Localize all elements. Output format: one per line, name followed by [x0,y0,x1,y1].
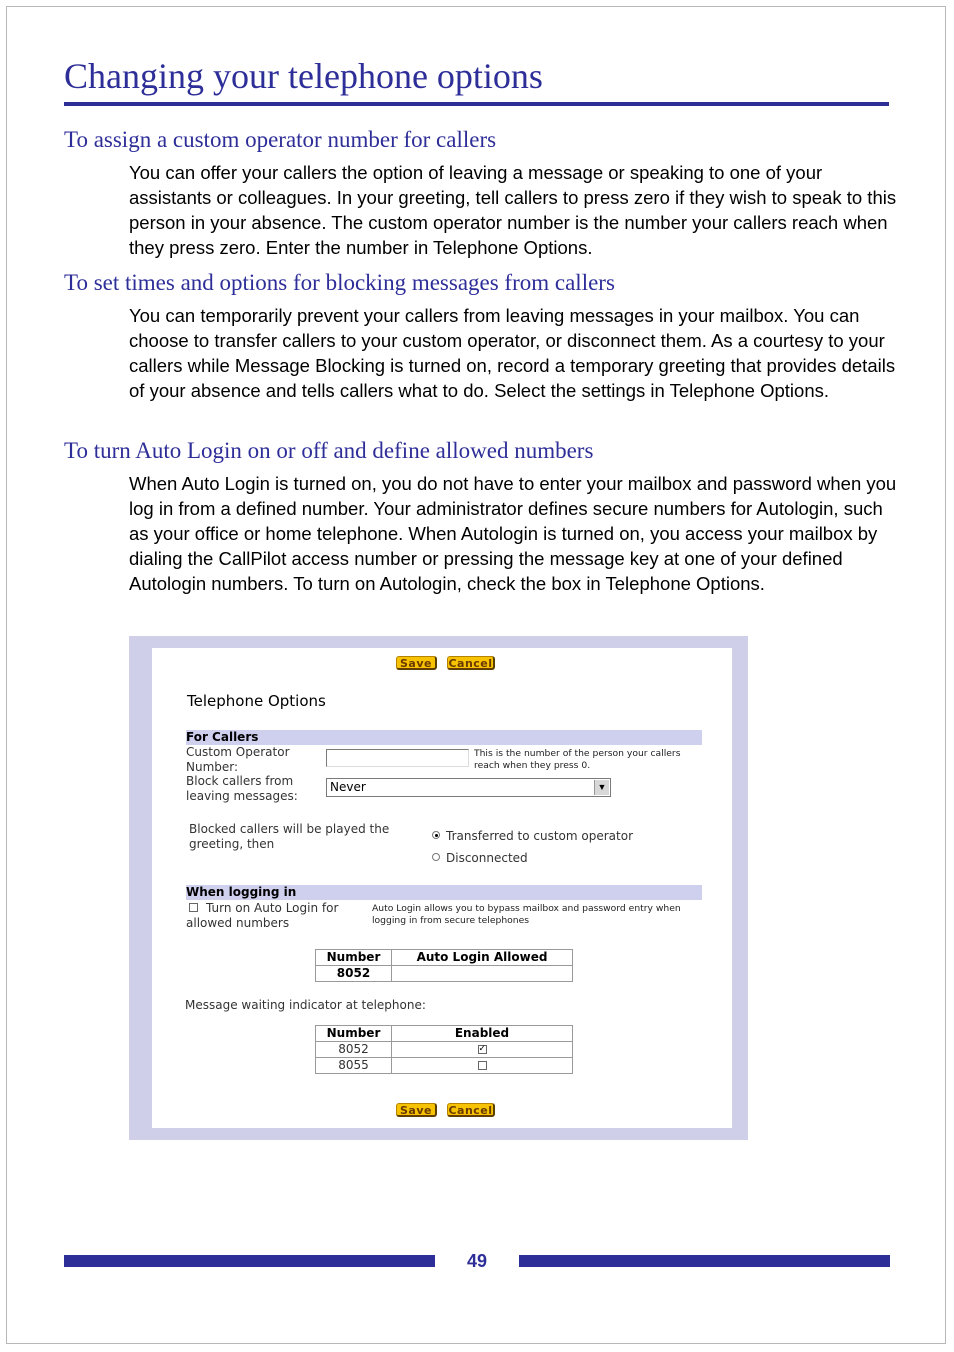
mwi-number: 8052 [316,1042,392,1058]
section-heading-operator: To assign a custom operator number for callers [64,127,497,152]
cancel-button-top[interactable]: Cancel [447,656,495,670]
mwi-number: 8055 [316,1058,392,1074]
cancel-button-bottom[interactable]: Cancel [447,1103,495,1117]
telephone-options-form [152,648,732,1128]
page-title: Changing your telephone options [64,56,543,96]
custom-operator-help: This is the number of the person your callers reach when they press 0. [474,748,681,771]
section-body-blocking: You can temporarily prevent your callers from leaving messages in your mailbox. You can choose to transfer callers to your custom operator, or disconnect them. As a courtesy to your callers while Message Blocking is turned on, record a temporary greeting that provides details of your absence and tells callers what to do. Select the settings in Telephone Options. [129,305,896,401]
radio-disconnected[interactable] [432,853,440,861]
table-row [316,1058,573,1074]
block-callers-label: Block callers from leaving messages: [186,774,298,803]
blocked-callers-label: Blocked callers will be played the greeting, then [189,822,390,851]
custom-operator-input[interactable] [326,749,469,767]
save-button-top[interactable]: Save [396,656,437,670]
footer-bar-left [64,1255,435,1267]
section-heading-blocking: To set times and options for blocking messages from callers [64,270,615,295]
block-callers-value: Never [330,780,366,794]
radio-disconnected-label: Disconnected [446,851,528,865]
section-heading-autologin: To turn Auto Login on or off and define allowed numbers [64,438,594,463]
mwi-label: Message waiting indicator at telephone: [185,998,426,1012]
section-body-autologin: When Auto Login is turned on, you do not have to enter your mailbox and password when you log in from a defined number. Your administrator defines secure numbers for Autologin, such as your office or home telephone. When Autologin is turned on, you access your mailbox by dialing the CallPilot access number or pressing the message key at one of your defined Autologin numbers. To turn on Autologin, check the box in Telephone Options. [129,473,897,594]
for-callers-heading: For Callers [186,730,259,744]
when-logging-in-band [186,885,702,900]
title-rule [64,102,889,106]
when-logging-in-heading: When logging in [186,885,297,899]
section-body-operator: You can offer your callers the option of leaving a message or speaking to one of your assistants or colleagues. In your greeting, tell callers to press zero if they wish to speak to this person in your absence. The custom operator number is the number your callers reach when they press zero. Enter the number in Telephone Options. [129,162,897,258]
auto-login-table [315,949,573,982]
footer-bar-right [519,1255,890,1267]
telephone-options-screenshot [129,636,748,1140]
col-auto-login-allowed: Auto Login Allowed [392,950,573,966]
radio-transferred-label: Transferred to custom operator [446,829,634,843]
mwi-table [315,1025,573,1074]
for-callers-band [186,730,702,745]
radio-transferred[interactable] [432,831,440,839]
block-callers-select[interactable] [326,778,611,797]
col-enabled: Enabled [392,1026,573,1042]
auto-login-label: Turn on Auto Login for allowed numbers [186,901,339,930]
col-number: Number [316,950,392,966]
save-button-bottom[interactable]: Save [396,1103,437,1117]
table-row [316,1042,573,1058]
dropdown-arrow-icon[interactable]: ▼ [594,780,609,795]
form-title: Telephone Options [187,692,326,710]
custom-operator-label: Custom Operator Number: [186,745,290,774]
mwi-enabled-checkbox[interactable] [478,1061,487,1070]
mwi-enabled-checkbox[interactable]: ✓ [478,1044,487,1054]
auto-login-allowed [392,966,573,982]
auto-login-help: Auto Login allows you to bypass mailbox and password entry when logging in from secure telephones [372,903,681,926]
col-number: Number [316,1026,392,1042]
page-number: 49 [466,1251,488,1271]
table-row [316,966,573,982]
auto-login-number: 8052 [316,966,392,982]
